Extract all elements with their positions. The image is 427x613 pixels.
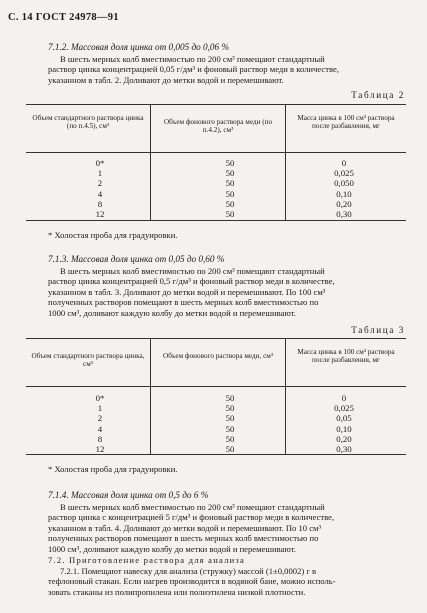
table-2-header-rule xyxy=(26,152,406,153)
table-cell: 1 xyxy=(97,168,103,179)
table-3-top-rule xyxy=(26,338,406,339)
table-cell: 0 xyxy=(341,393,347,403)
table-cell: 0,10 xyxy=(336,423,352,434)
table-2-col1 xyxy=(70,158,130,219)
table-2-col3 xyxy=(314,158,374,219)
table-cell: 50 xyxy=(225,423,235,434)
table-2-caption: Таблица 2 xyxy=(351,90,405,100)
section-title-7-1-2: 7.1.2. Массовая доля цинка от 0,005 до 0,06 % xyxy=(48,42,230,52)
page-header: С. 14 ГОСТ 24978—91 xyxy=(8,12,119,23)
text-line: раствор цинка концентрацией 0,5 г/дм³ и фоновый раствор меди в количестве, xyxy=(48,276,335,287)
table-3-divider xyxy=(285,338,286,386)
table-cell: 0,025 xyxy=(334,403,354,414)
table-cell: 12 xyxy=(95,208,105,219)
table-3-divider xyxy=(150,386,151,454)
paragraph-7-2-1 xyxy=(48,566,404,597)
text-line: тефлоновый стакан. Если нагрев производится в водяной бане, можно исполь- xyxy=(48,576,336,587)
table-3-header-col2: Объем фонового раствора меди, см³ xyxy=(163,352,273,360)
table-2-col2 xyxy=(200,158,260,219)
table-cell: 0* xyxy=(95,158,105,168)
table-3-header-col3: Масса цинка в 100 см³ раствора после разбавления, мг xyxy=(297,348,395,365)
table-cell: 8 xyxy=(97,198,103,209)
text-line: раствор цинка с концентрацией 5 г/дм³ и фоновый раствор меди в количестве, xyxy=(48,512,335,523)
table-cell: 0* xyxy=(95,393,105,403)
text-line: В шесть мерных колб вместимостью по 200 см³ помещают стандартный xyxy=(60,266,325,276)
table-cell: 50 xyxy=(225,188,235,199)
table-3-col1 xyxy=(70,393,130,454)
table-2-footnote: * Холостая проба для градуировки. xyxy=(48,230,178,240)
table-cell: 0,025 xyxy=(334,168,354,179)
text-line: В шесть мерных колб вместимостью по 200 см³ помещают стандартный xyxy=(60,54,325,64)
table-3-header-col1: Объем стандартного раствора цинка, см³ xyxy=(31,352,145,369)
table-cell: 0,05 xyxy=(336,413,352,424)
text-line: полученных растворов помещают в шесть мерных колб вместимостью по xyxy=(48,533,319,544)
table-3-col2 xyxy=(200,393,260,454)
table-3-footnote: * Холостая проба для градуировки. xyxy=(48,464,178,474)
table-3-caption: Таблица 3 xyxy=(351,325,405,335)
table-cell: 50 xyxy=(225,433,235,444)
table-cell: 4 xyxy=(97,423,103,434)
text-line: 1000 см³, доливают каждую колбу до метки водой и перемешивают. xyxy=(48,307,296,318)
table-3-bottom-rule xyxy=(26,454,406,455)
text-line: полученных растворов помещают в шесть мерных колб вместимостью по xyxy=(48,297,319,308)
table-cell: 50 xyxy=(225,393,235,403)
table-cell: 50 xyxy=(225,158,235,168)
text-line: указанном в табл. 3. Доливают до метки водой и перемешивают. По 100 см³ xyxy=(48,286,326,297)
table-3-divider xyxy=(150,338,151,386)
table-cell: 50 xyxy=(225,208,235,219)
table-cell: 2 xyxy=(97,178,103,189)
paragraph-7-1-3 xyxy=(48,266,404,318)
table-cell: 0,20 xyxy=(336,433,352,444)
table-cell: 0,10 xyxy=(336,188,352,199)
table-2-header-col1: Объем стандартного раствора цинка (по п.4.5), см³ xyxy=(32,114,144,131)
text-line: указанном в табл. 2. Доливают до метки водой и перемешивают. xyxy=(48,74,284,85)
section-title-7-1-3: 7.1.3. Массовая доля цинка от 0,05 до 0,60 % xyxy=(48,254,225,264)
table-cell: 0,30 xyxy=(336,208,352,219)
table-2-bottom-rule xyxy=(26,220,406,221)
section-title-7-1-4: 7.1.4. Массовая доля цинка от 0,5 до 6 % xyxy=(48,490,209,500)
table-cell: 12 xyxy=(95,443,105,454)
table-cell: 1 xyxy=(97,403,103,414)
table-2-top-rule xyxy=(26,104,406,105)
table-cell: 4 xyxy=(97,188,103,199)
table-2-divider xyxy=(285,104,286,152)
table-3-divider xyxy=(285,386,286,454)
table-cell: 50 xyxy=(225,413,235,424)
table-2-header-col2: Объем фонового раствора меди (по п.4.2), см³ xyxy=(163,118,273,135)
table-3-col3 xyxy=(314,393,374,454)
paragraph-7-1-2 xyxy=(48,54,404,85)
text-line: 7.2.1. Помещают навеску для анализа (стружку) массой (1±0,0002) г в xyxy=(60,566,317,576)
table-2-header-col3: Масса цинка в 100 см³ раствора после разбавления, мг xyxy=(297,114,395,131)
table-cell: 50 xyxy=(225,198,235,209)
table-cell: 2 xyxy=(97,413,103,424)
table-cell: 50 xyxy=(225,168,235,179)
text-line: раствор цинка концентрацией 0,05 г/дм³ и фоновый раствор меди в количестве, xyxy=(48,64,339,75)
table-2-divider xyxy=(150,152,151,220)
table-cell: 50 xyxy=(225,443,235,454)
text-line: 1000 см³, доливают каждую колбу до метки водой и перемешивают. xyxy=(48,543,296,554)
table-cell: 0,20 xyxy=(336,198,352,209)
paragraph-7-1-4 xyxy=(48,502,404,554)
text-line: В шесть мерных колб вместимостью по 200 см³ помещают стандартный xyxy=(60,502,325,512)
table-cell: 50 xyxy=(225,178,235,189)
text-line: зовать стаканы из полипропилена или полиэтилена низкой плотности. xyxy=(48,586,306,597)
table-2-divider xyxy=(150,104,151,152)
section-title-7-2: 7.2. Приготовление раствора для анализа xyxy=(48,555,245,565)
table-cell: 0,30 xyxy=(336,443,352,454)
text-line: указанном в табл. 4. Доливают до метки водой и перемешивают. По 10 см³ xyxy=(48,522,322,533)
table-2-divider xyxy=(285,152,286,220)
table-3-header-rule xyxy=(26,386,406,387)
table-cell: 0,050 xyxy=(334,178,354,189)
table-cell: 0 xyxy=(341,158,347,168)
table-cell: 50 xyxy=(225,403,235,414)
table-cell: 8 xyxy=(97,433,103,444)
